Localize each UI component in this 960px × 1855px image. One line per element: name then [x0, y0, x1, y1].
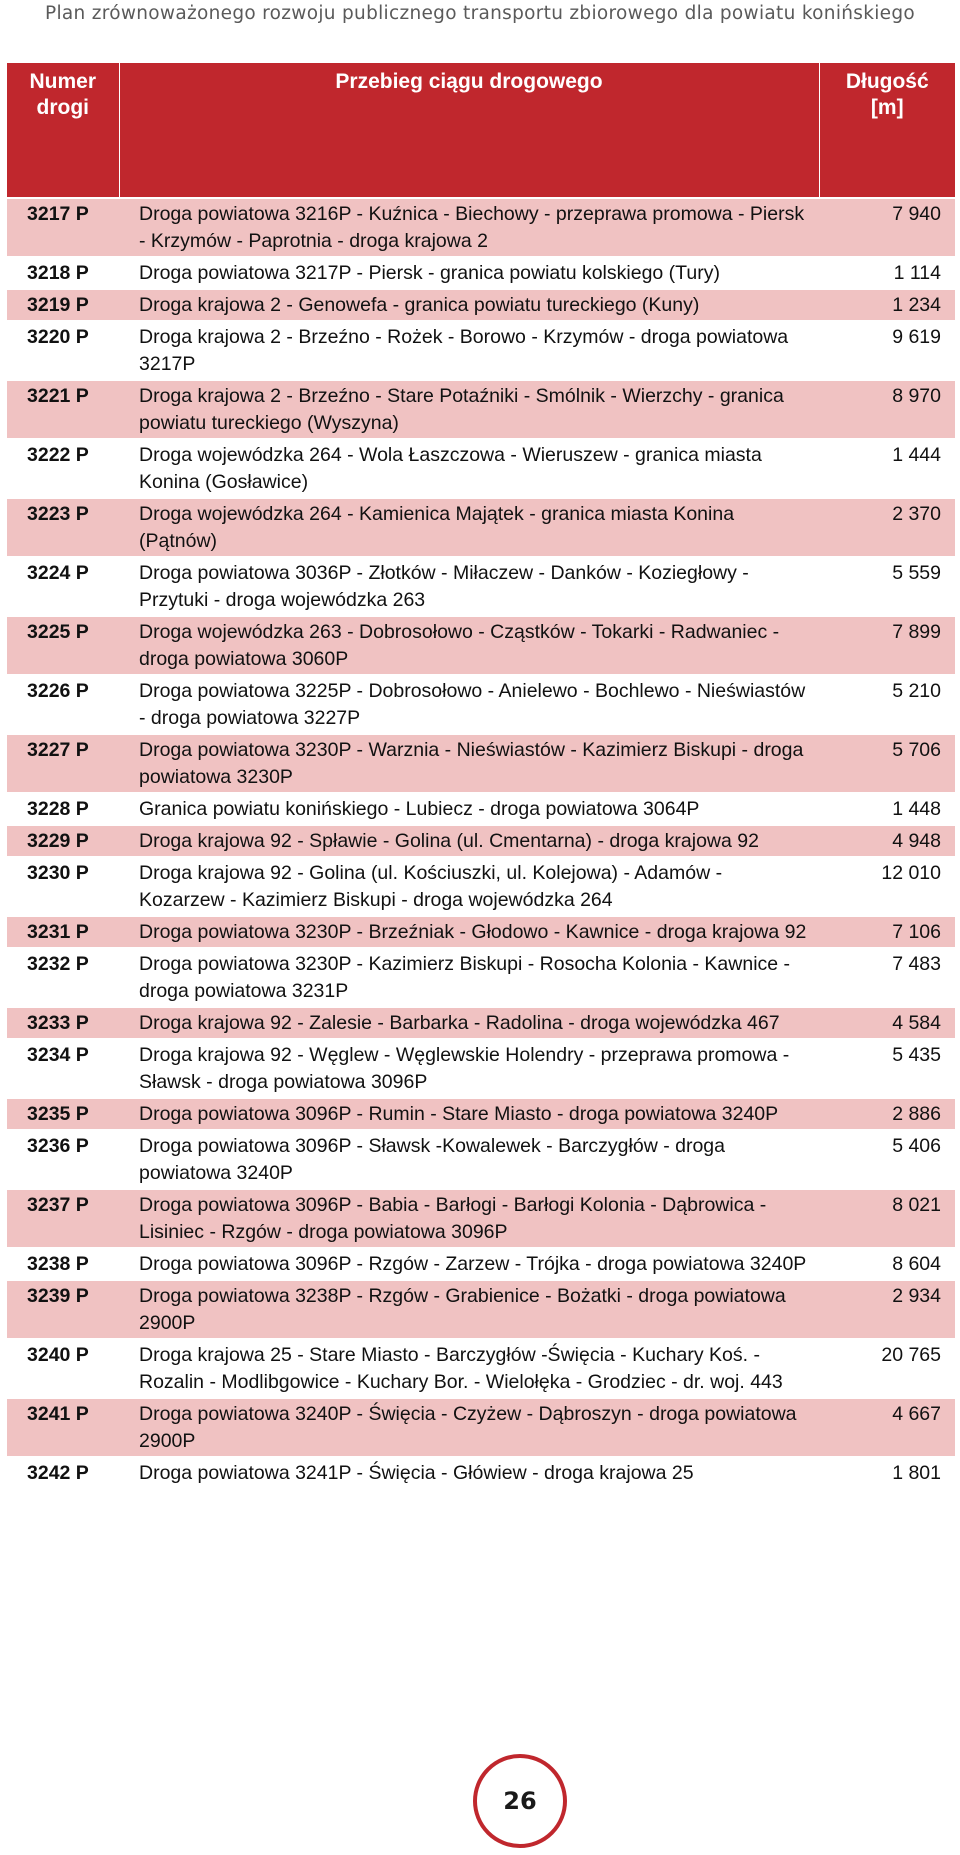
table-row: [7, 793, 955, 825]
table-row: [7, 557, 955, 616]
road-route-cell: Droga krajowa 92 - Spławie - Golina (ul. Cmentarna) - droga krajowa 92: [119, 825, 819, 857]
table-row: [7, 948, 955, 1007]
road-number-cell: 3227 P: [7, 734, 119, 793]
header-spacer-cell: [819, 165, 955, 198]
road-route-cell: Droga powiatowa 3230P - Kazimierz Biskupi - Rosocha Kolonia - Kawnice - droga powiatowa 3231P: [119, 948, 819, 1007]
road-length-cell: 5 210: [819, 675, 955, 734]
road-length-cell: 8 604: [819, 1248, 955, 1280]
road-number-cell: 3217 P: [7, 198, 119, 257]
road-route-cell: Droga powiatowa 3230P - Warznia - Nieświastów - Kazimierz Biskupi - droga powiatowa 3230P: [119, 734, 819, 793]
road-number-cell: 3226 P: [7, 675, 119, 734]
road-number-cell: 3230 P: [7, 857, 119, 916]
road-route-cell: Droga powiatowa 3241P - Święcia - Główiew - droga krajowa 25: [119, 1457, 819, 1489]
road-length-cell: 1 234: [819, 289, 955, 321]
table-body: [7, 165, 955, 1489]
table-row: [7, 1339, 955, 1398]
table-row: [7, 1398, 955, 1457]
road-route-cell: Droga krajowa 2 - Brzeźno - Rożek - Borowo - Krzymów - droga powiatowa 3217P: [119, 321, 819, 380]
table-row: [7, 321, 955, 380]
page-header-title: Plan zrównoważonego rozwoju publicznego transportu zbiorowego dla powiatu konińskiego: [44, 3, 916, 24]
road-number-cell: 3234 P: [7, 1039, 119, 1098]
table-row: [7, 734, 955, 793]
table-header: [7, 63, 955, 165]
road-length-cell: 5 559: [819, 557, 955, 616]
table-row: [7, 1007, 955, 1039]
table-row: [7, 498, 955, 557]
road-route-cell: Droga powiatowa 3230P - Brzeźniak - Głodowo - Kawnice - droga krajowa 92: [119, 916, 819, 948]
road-number-cell: 3237 P: [7, 1189, 119, 1248]
table-row: [7, 1189, 955, 1248]
road-number-cell: 3242 P: [7, 1457, 119, 1489]
road-route-cell: Droga powiatowa 3217P - Piersk - granica powiatu kolskiego (Tury): [119, 257, 819, 289]
table-row: [7, 439, 955, 498]
column-header-length-line1: Długość: [845, 70, 929, 93]
road-route-cell: Droga powiatowa 3096P - Rzgów - Zarzew - Trójka - droga powiatowa 3240P: [119, 1248, 819, 1280]
road-route-cell: Droga wojewódzka 264 - Wola Łaszczowa - Wieruszew - granica miasta Konina (Gosławice): [119, 439, 819, 498]
table-row: [7, 916, 955, 948]
road-number-cell: 3240 P: [7, 1339, 119, 1398]
road-length-cell: 5 706: [819, 734, 955, 793]
road-number-cell: 3229 P: [7, 825, 119, 857]
road-number-cell: 3218 P: [7, 257, 119, 289]
road-length-cell: 5 406: [819, 1130, 955, 1189]
road-route-cell: Droga powiatowa 3096P - Sławsk -Kowalewek - Barczygłów - droga powiatowa 3240P: [119, 1130, 819, 1189]
road-length-cell: 4 948: [819, 825, 955, 857]
road-route-cell: Droga krajowa 92 - Węglew - Węglewskie Holendry - przeprawa promowa - Sławsk - droga powiatowa 3096P: [119, 1039, 819, 1098]
table-row: [7, 1280, 955, 1339]
page-number-badge: 26: [473, 1754, 567, 1848]
road-route-cell: Droga powiatowa 3096P - Rumin - Stare Miasto - droga powiatowa 3240P: [119, 1098, 819, 1130]
road-number-cell: 3219 P: [7, 289, 119, 321]
road-number-cell: 3222 P: [7, 439, 119, 498]
road-route-cell: Droga krajowa 2 - Brzeźno - Stare Potaźniki - Smólnik - Wierzchy - granica powiatu tureckiego (Wyszyna): [119, 380, 819, 439]
road-length-cell: 2 886: [819, 1098, 955, 1130]
table-row: [7, 198, 955, 257]
table-row: [7, 380, 955, 439]
road-route-cell: Droga powiatowa 3225P - Dobrosołowo - Anielewo - Bochlewo - Nieświastów - droga powiatowa 3227P: [119, 675, 819, 734]
table-row: [7, 1248, 955, 1280]
road-route-cell: Droga powiatowa 3216P - Kuźnica - Biechowy - przeprawa promowa - Piersk - Krzymów - Paprotnia - droga krajowa 2: [119, 198, 819, 257]
road-number-cell: 3241 P: [7, 1398, 119, 1457]
road-route-cell: Droga krajowa 92 - Golina (ul. Kościuszki, ul. Kolejowa) - Adamów - Kozarzew - Kazimierz Biskupi - droga wojewódzka 264: [119, 857, 819, 916]
road-route-cell: Granica powiatu konińskiego - Lubiecz - droga powiatowa 3064P: [119, 793, 819, 825]
table-row: [7, 1130, 955, 1189]
road-number-cell: 3221 P: [7, 380, 119, 439]
road-length-cell: 7 483: [819, 948, 955, 1007]
road-route-cell: Droga powiatowa 3240P - Święcia - Czyżew - Dąbroszyn - droga powiatowa 2900P: [119, 1398, 819, 1457]
road-length-cell: 1 448: [819, 793, 955, 825]
table-row: [7, 289, 955, 321]
road-route-cell: Droga krajowa 92 - Zalesie - Barbarka - Radolina - droga wojewódzka 467: [119, 1007, 819, 1039]
road-length-cell: 4 667: [819, 1398, 955, 1457]
table-row: [7, 257, 955, 289]
road-number-cell: 3238 P: [7, 1248, 119, 1280]
table-row: [7, 857, 955, 916]
column-header-length: [819, 63, 955, 165]
road-route-cell: Droga krajowa 2 - Genowefa - granica powiatu tureckiego (Kuny): [119, 289, 819, 321]
road-number-cell: 3232 P: [7, 948, 119, 1007]
column-header-number-line1: Numer: [29, 70, 97, 93]
column-header-number-line2: drogi: [36, 96, 89, 119]
table-row: [7, 616, 955, 675]
road-number-cell: 3223 P: [7, 498, 119, 557]
road-number-cell: 3235 P: [7, 1098, 119, 1130]
table-row: [7, 1039, 955, 1098]
road-length-cell: 7 899: [819, 616, 955, 675]
header-spacer-cell: [7, 165, 119, 198]
road-route-cell: Droga powiatowa 3238P - Rzgów - Grabienice - Bożatki - droga powiatowa 2900P: [119, 1280, 819, 1339]
column-header-route: Przebieg ciągu drogowego: [119, 63, 819, 165]
road-length-cell: 12 010: [819, 857, 955, 916]
road-length-cell: 1 444: [819, 439, 955, 498]
road-length-cell: 1 114: [819, 257, 955, 289]
road-number-cell: 3220 P: [7, 321, 119, 380]
road-route-cell: Droga wojewódzka 264 - Kamienica Majątek - granica miasta Konina (Pątnów): [119, 498, 819, 557]
roads-table-container: [7, 63, 955, 1490]
road-length-cell: 7 106: [819, 916, 955, 948]
roads-table: [7, 63, 955, 1490]
road-length-cell: 7 940: [819, 198, 955, 257]
road-number-cell: 3224 P: [7, 557, 119, 616]
table-row: [7, 1098, 955, 1130]
road-length-cell: 1 801: [819, 1457, 955, 1489]
header-spacer-row: [7, 165, 955, 198]
road-route-cell: Droga powiatowa 3036P - Złotków - Miłaczew - Danków - Koziegłowy - Przytuki - droga wojewódzka 263: [119, 557, 819, 616]
road-number-cell: 3236 P: [7, 1130, 119, 1189]
road-number-cell: 3233 P: [7, 1007, 119, 1039]
road-length-cell: 2 934: [819, 1280, 955, 1339]
road-length-cell: 8 970: [819, 380, 955, 439]
road-number-cell: 3225 P: [7, 616, 119, 675]
header-spacer-cell: [119, 165, 819, 198]
table-row: [7, 1457, 955, 1489]
column-header-length-line2: [m]: [870, 96, 904, 119]
road-length-cell: 4 584: [819, 1007, 955, 1039]
table-row: [7, 825, 955, 857]
road-length-cell: 2 370: [819, 498, 955, 557]
table-header-row: [7, 63, 955, 165]
road-length-cell: 5 435: [819, 1039, 955, 1098]
road-number-cell: 3228 P: [7, 793, 119, 825]
table-row: [7, 675, 955, 734]
road-route-cell: Droga powiatowa 3096P - Babia - Barłogi - Barłogi Kolonia - Dąbrowica - Lisiniec - Rzgów - droga powiatowa 3096P: [119, 1189, 819, 1248]
road-route-cell: Droga wojewódzka 263 - Dobrosołowo - Cząstków - Tokarki - Radwaniec - droga powiatowa 3060P: [119, 616, 819, 675]
road-length-cell: 8 021: [819, 1189, 955, 1248]
column-header-number: [7, 63, 119, 165]
road-route-cell: Droga krajowa 25 - Stare Miasto - Barczygłów -Święcia - Kuchary Koś. - Rozalin - Modlibgowice - Kuchary Bor. - Wielołęka - Grodziec - dr. woj. 443: [119, 1339, 819, 1398]
road-number-cell: 3231 P: [7, 916, 119, 948]
road-length-cell: 20 765: [819, 1339, 955, 1398]
road-length-cell: 9 619: [819, 321, 955, 380]
road-number-cell: 3239 P: [7, 1280, 119, 1339]
